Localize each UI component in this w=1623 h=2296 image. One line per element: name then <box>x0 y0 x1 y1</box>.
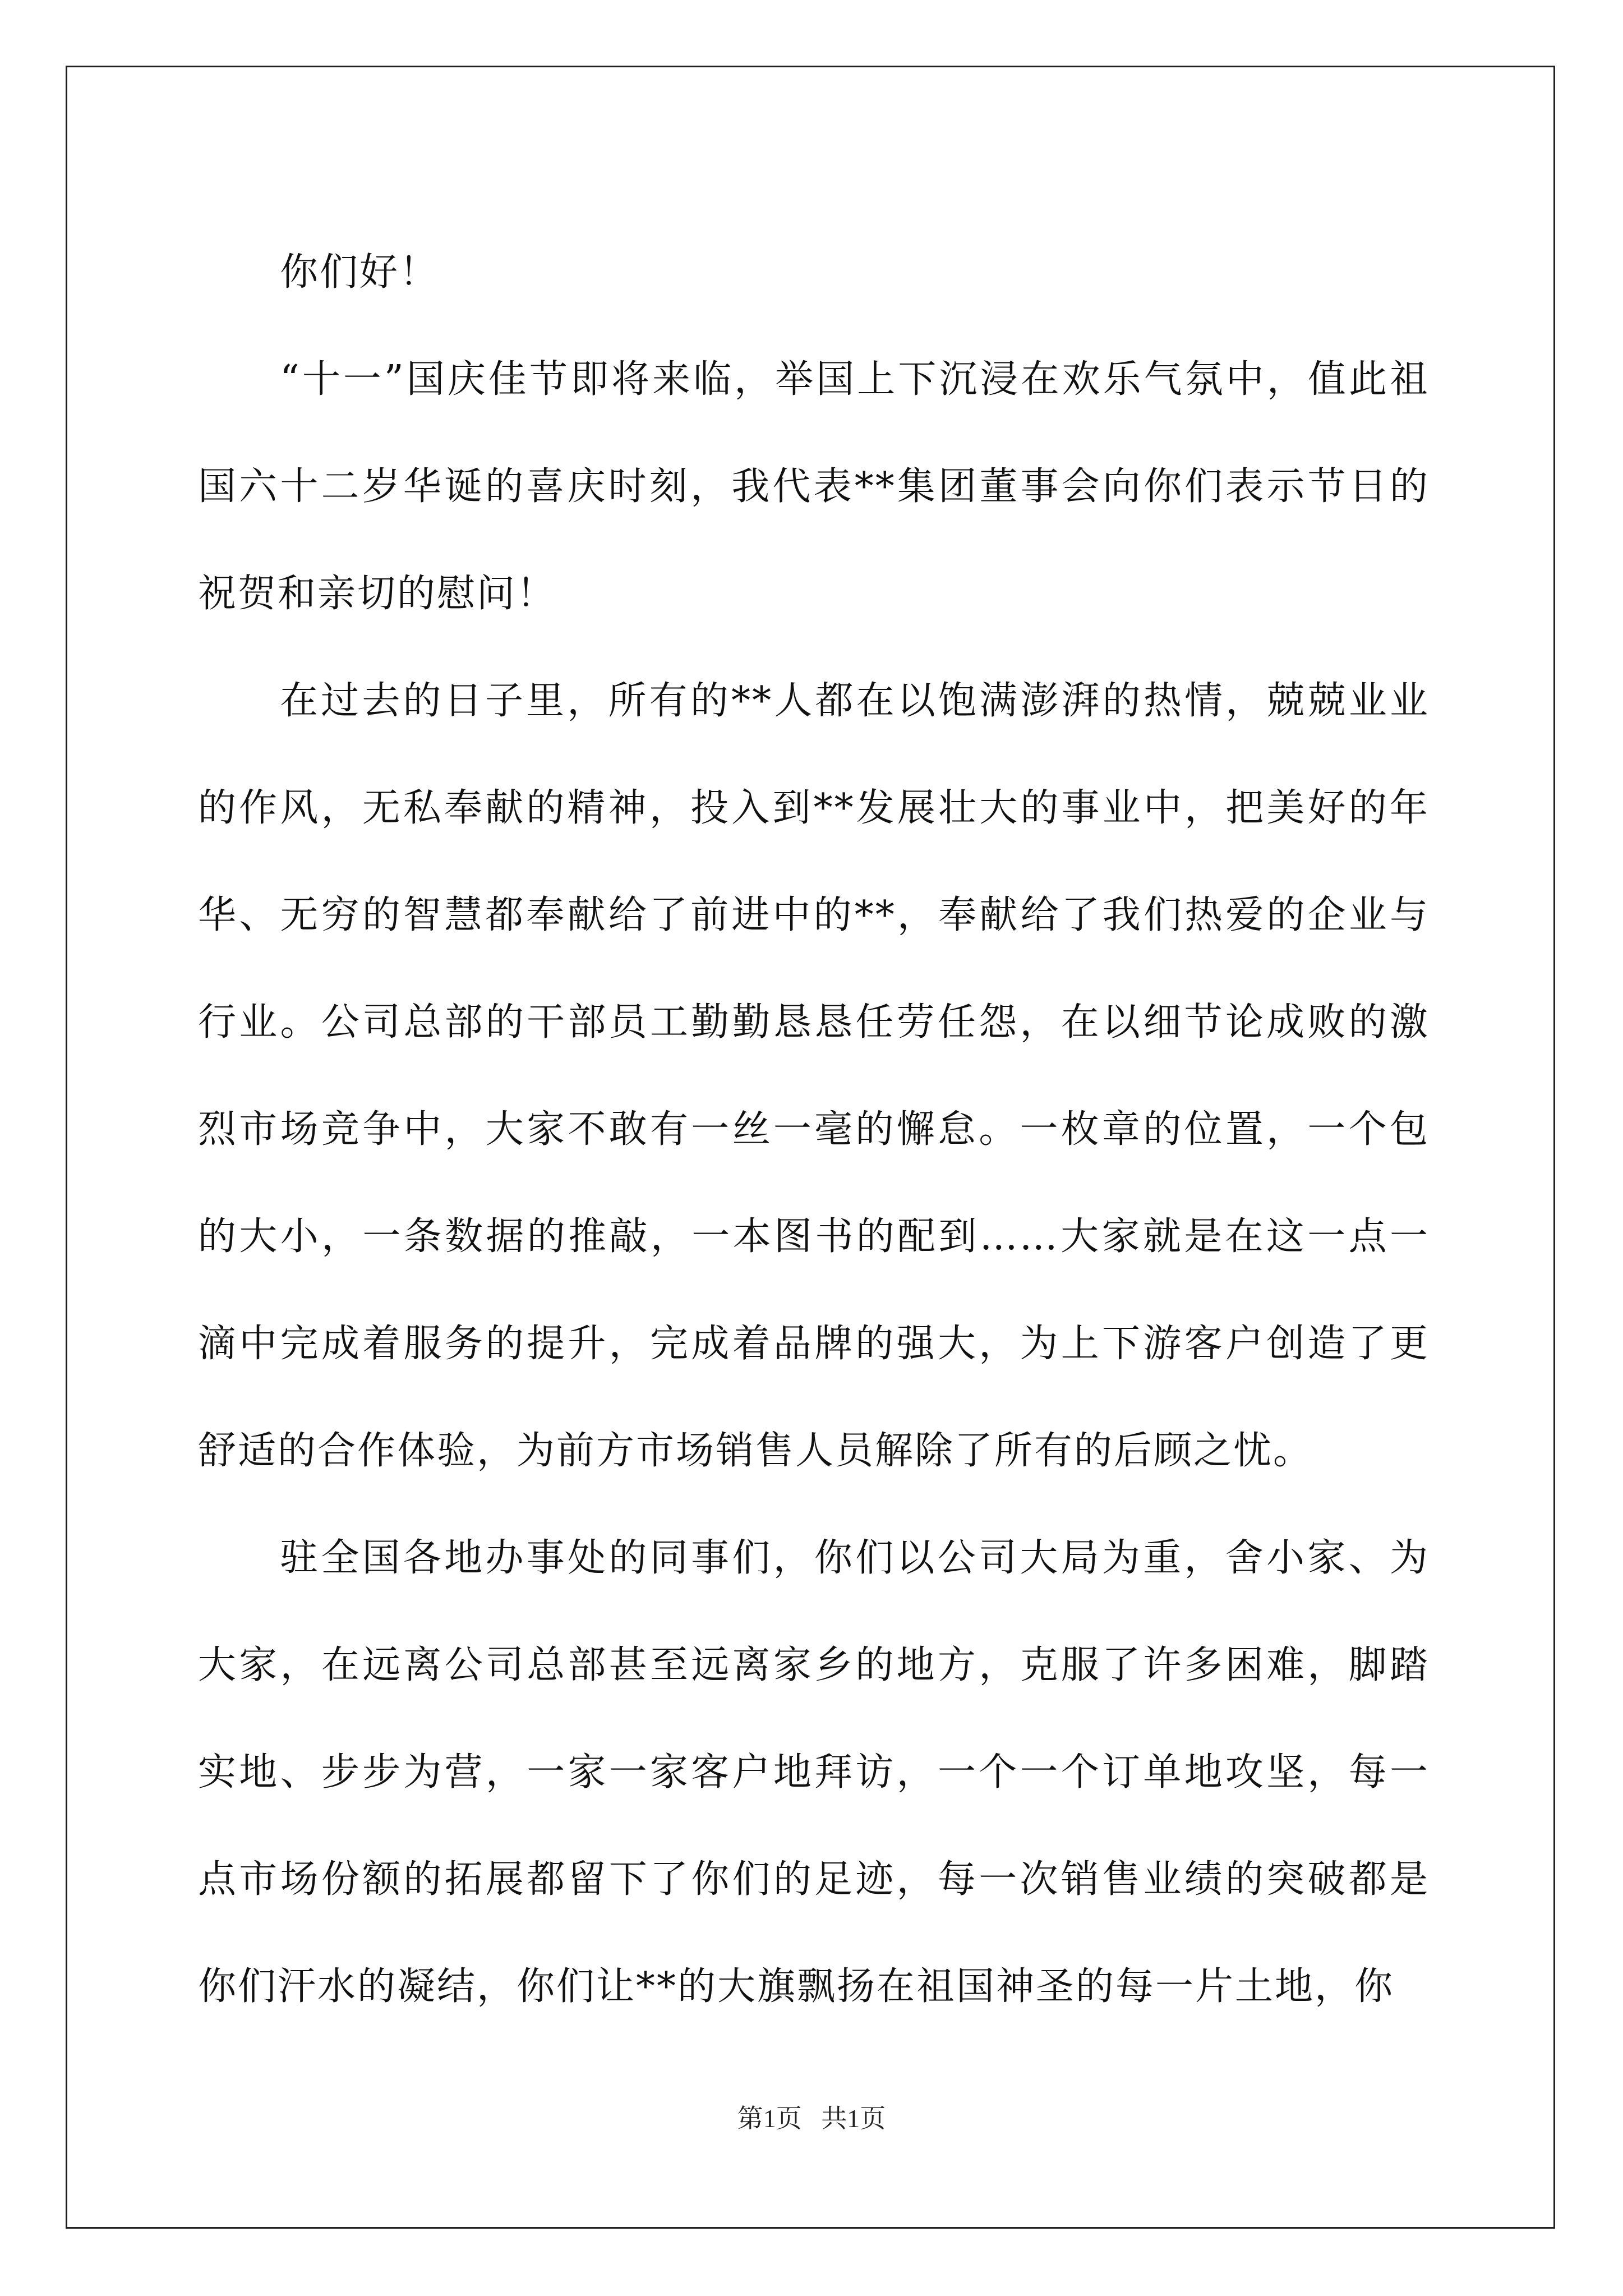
headquarters-paragraph: 在过去的日子里，所有的**人都在以饱满澎湃的热情，兢兢业业的作风，无私奉献的精神，投入到**发展壮大的事业中，把美好的年华、无穷的智慧都奉献给了前进中的**，奉献给了我们热爱的企业与行业。公司总部的干部员工勤勤恳恳任劳任怨，在以细节论成败的激烈市场竞争中，大家不敢有一丝一毫的懈怠。一枚章的位置，一个包的大小，一条数据的推敲，一本图书的配到……大家就是在这一点一滴中完成着服务的提升，完成着品牌的强大，为上下游客户创造了更舒适的合作体验，为前方市场销售人员解除了所有的后顾之忧。 <box>198 679 1430 1473</box>
document-body <box>198 219 1430 2040</box>
page-footer: 第1页 共1页 <box>737 2104 886 2133</box>
offices-paragraph: 驻全国各地办事处的同事们，你们以公司大局为重，舍小家、为大家，在远离公司总部甚至远离家乡的地方，克服了许多困难，脚踏实地、步步为营，一家一家客户地拜访，一个一个订单地攻坚，每一点市场份额的拓展都留下了你们的足迹，每一次销售业绩的突破都是你们汗水的凝结，你们让**的大旗飘扬在祖国神圣的每一片土地，你 <box>198 1536 1430 2009</box>
greeting-paragraph: 你们好！ <box>280 250 440 295</box>
intro-paragraph: “十一”国庆佳节即将来临，举国上下沉浸在欢乐气氛中，值此祖国六十二岁华诞的喜庆时刻，我代表**集团董事会向你们表示节日的祝贺和亲切的慰问！ <box>198 357 1430 616</box>
